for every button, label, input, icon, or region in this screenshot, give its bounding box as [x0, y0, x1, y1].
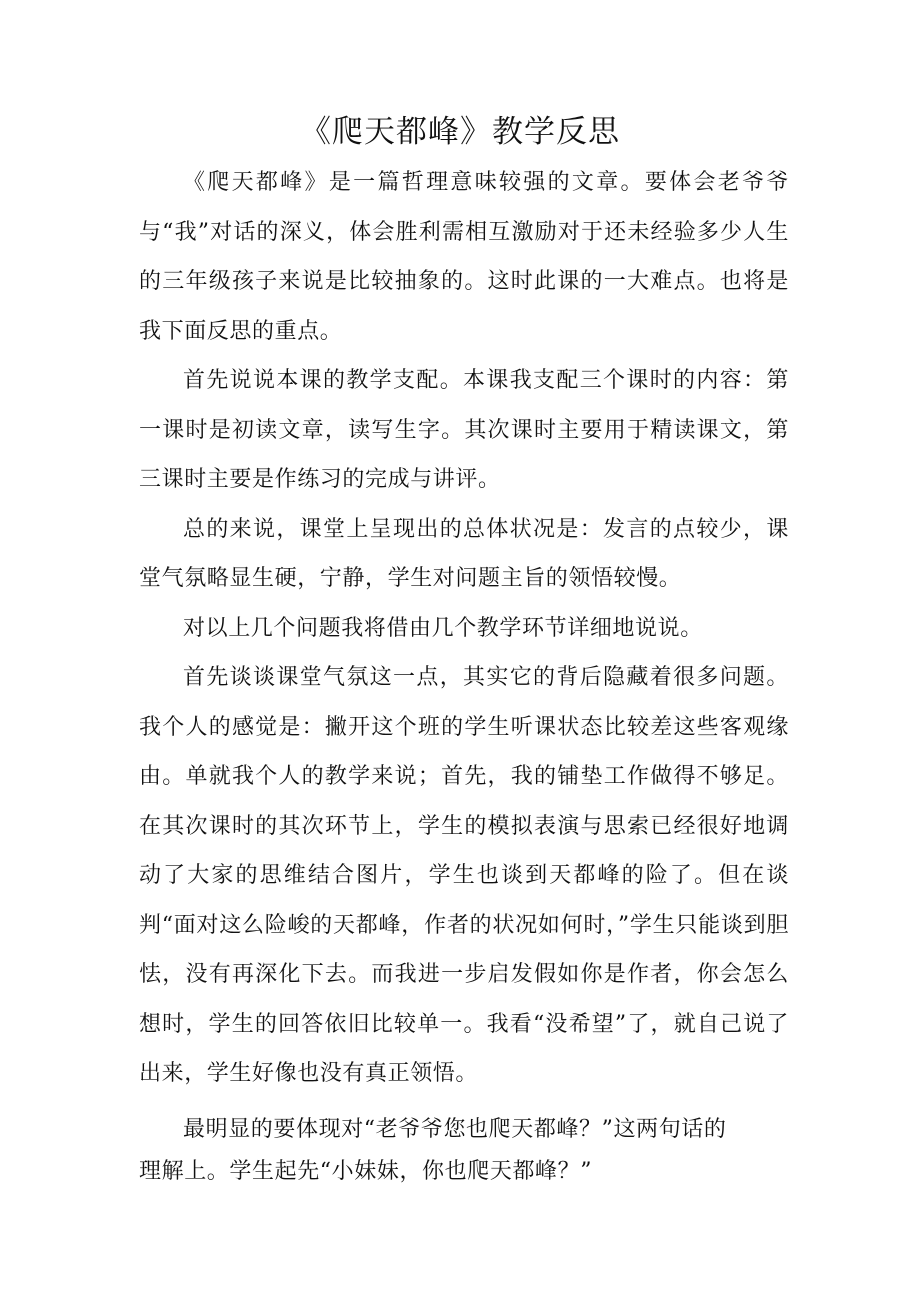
paragraph-teaching-plan: 首先说说本课的教学支配。本课我支配三个课时的内容：第一课时是初读文章，读写生字。其次课时主要用于精读课文，第三课时主要是作练习的完成与讲评。 [139, 368, 789, 492]
paragraph-overall-situation: 总的来说，课堂上呈现出的总体状况是：发言的点较少，课堂气氛略显生硬，宁静，学生对问题主旨的领悟较慢。 [139, 516, 789, 591]
paragraph-dialogue-understanding: 最明显的要体现对“老爷爷您也爬天都峰？”这两句话的理解上。学生起先“小妹妹，你也爬天都峰？” [139, 1116, 727, 1184]
document-body [139, 158, 789, 1193]
paragraph-classroom-atmosphere: 首先谈谈课堂气氛这一点，其实它的背后隐藏着很多问题。我个人的感觉是：撇开这个班的学生听课状态比较差这些客观缘由。单就我个人的教学来说；首先，我的铺垫工作做得不够足。在其次课时的其次环节上，学生的模拟表演与思索已经很好地调动了大家的思维结合图片，学生也谈到天都峰的险了。但在谈判“面对这么险峻的天都峰，作者的状况如何时，”学生只能谈到胆怯，没有再深化下去。而我进一步启发假如你是作者，你会怎么想时，学生的回答依旧比较单一。我看“没希望”了，就自己说了出来，学生好像也没有真正领悟。 [139, 665, 789, 1086]
paragraph-transition: 对以上几个问题我将借由几个教学环节详细地说说。 [183, 615, 703, 641]
paragraph-intro: 《爬天都峰》是一篇哲理意味较强的文章。要体会老爷爷与“我”对话的深义，体会胜利需相互激励对于还未经验多少人生的三年级孩子来说是比较抽象的。这时此课的一大难点。也将是我下面反思的重点。 [139, 170, 789, 344]
document-title: 《爬天都峰》教学反思 [300, 114, 620, 150]
